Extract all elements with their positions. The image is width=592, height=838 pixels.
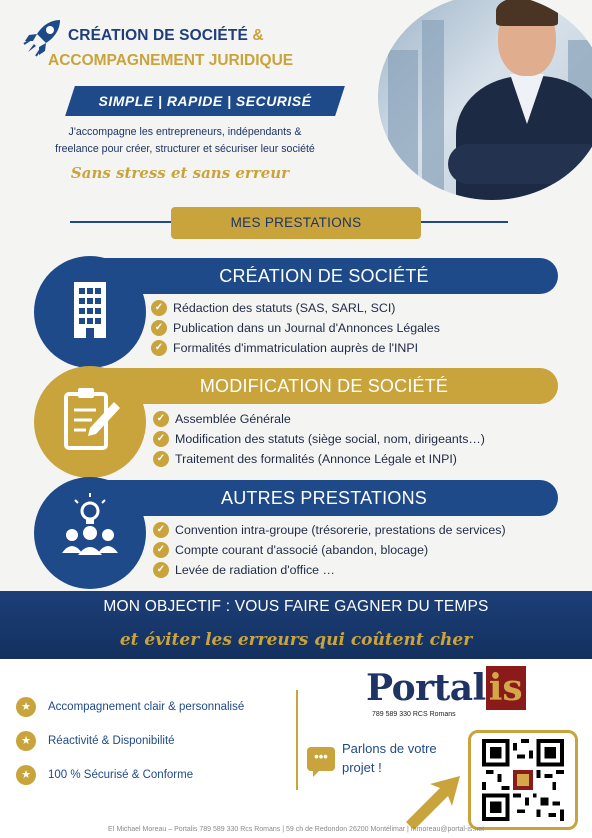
benefit-item: ★ Accompagnement clair & personnalisé bbox=[16, 697, 244, 717]
service-title-creation: CRÉATION DE SOCIÉTÉ bbox=[90, 258, 558, 294]
list-item: ✓ Assemblée Générale bbox=[153, 409, 485, 429]
footer: EI Michael Moreau – Portalis 789 589 330 Rcs Romans | 59 ch de Redondon 26200 Montélimar | mmoreau@portal-is.net bbox=[107, 826, 485, 833]
title-line1: CRÉATION DE SOCIÉTÉ & bbox=[68, 27, 264, 44]
chat-bubble-icon: ••• bbox=[307, 747, 335, 771]
list-item: ✓ Formalités d'immatriculation auprès de l'INPI bbox=[151, 338, 440, 358]
service-title-autres: AUTRES PRESTATIONS bbox=[90, 480, 558, 516]
star-icon: ★ bbox=[16, 697, 36, 717]
qr-code[interactable] bbox=[482, 738, 564, 822]
service-circle-autres bbox=[34, 477, 146, 589]
service-circle-creation bbox=[34, 256, 146, 368]
contact-callout: Parlons de votre projet ! bbox=[342, 741, 437, 775]
banner-text: SIMPLE | RAPIDE | SECURISÉ bbox=[98, 93, 312, 109]
check-icon: ✓ bbox=[151, 340, 167, 356]
check-icon: ✓ bbox=[153, 451, 169, 467]
list-item: ✓ Levée de radiation d'office … bbox=[153, 560, 506, 580]
list-item: ✓ Convention intra-groupe (trésorerie, prestations de services) bbox=[153, 520, 506, 540]
list-item: ✓ Compte courant d'associé (abandon, blocage) bbox=[153, 540, 506, 560]
divider-right bbox=[412, 221, 508, 223]
title-line2: ACCOMPAGNEMENT JURIDIQUE bbox=[48, 52, 294, 69]
service-circle-modification bbox=[34, 366, 146, 478]
portrait-photo bbox=[378, 0, 592, 200]
building-icon bbox=[34, 256, 146, 368]
check-icon: ✓ bbox=[153, 542, 169, 558]
service-items-autres bbox=[153, 520, 506, 580]
arrow-icon bbox=[396, 770, 466, 830]
portalis-logo: Portal is bbox=[366, 666, 526, 710]
clipboard-pen-icon bbox=[34, 366, 146, 478]
intro-text: J'accompagne les entrepreneurs, indépendants & freelance pour créer, structurer et sécuriser leur société bbox=[55, 126, 315, 155]
team-idea-icon bbox=[34, 477, 146, 589]
separator-line bbox=[296, 690, 298, 790]
objective-line1: MON OBJECTIF : VOUS FAIRE GAGNER DU TEMPS bbox=[103, 598, 489, 615]
check-icon: ✓ bbox=[153, 431, 169, 447]
list-item: ✓ Rédaction des statuts (SAS, SARL, SCI) bbox=[151, 298, 440, 318]
service-items-creation bbox=[151, 298, 440, 358]
list-item: ✓ Publication dans un Journal d'Annonces Légales bbox=[151, 318, 440, 338]
check-icon: ✓ bbox=[153, 522, 169, 538]
rcs-number: 789 589 330 RCS Romans bbox=[372, 711, 456, 718]
service-title-modification: MODIFICATION DE SOCIÉTÉ bbox=[90, 368, 558, 404]
check-icon: ✓ bbox=[151, 300, 167, 316]
star-icon: ★ bbox=[16, 765, 36, 785]
benefit-item: ★ 100 % Sécurisé & Conforme bbox=[16, 765, 193, 785]
service-items-modification bbox=[153, 409, 485, 469]
slogan: Sans stress et sans erreur bbox=[70, 164, 290, 182]
list-item: ✓ Traitement des formalités (Annonce Légale et INPI) bbox=[153, 449, 485, 469]
objective-line2: et éviter les erreurs qui coûtent cher bbox=[119, 630, 473, 650]
list-item: ✓ Modification des statuts (siège social, nom, dirigeants…) bbox=[153, 429, 485, 449]
check-icon: ✓ bbox=[153, 562, 169, 578]
benefit-item: ★ Réactivité & Disponibilité bbox=[16, 731, 175, 751]
check-icon: ✓ bbox=[153, 411, 169, 427]
star-icon: ★ bbox=[16, 731, 36, 751]
check-icon: ✓ bbox=[151, 320, 167, 336]
prestations-title: MES PRESTATIONS bbox=[171, 207, 421, 239]
divider-left bbox=[70, 221, 180, 223]
